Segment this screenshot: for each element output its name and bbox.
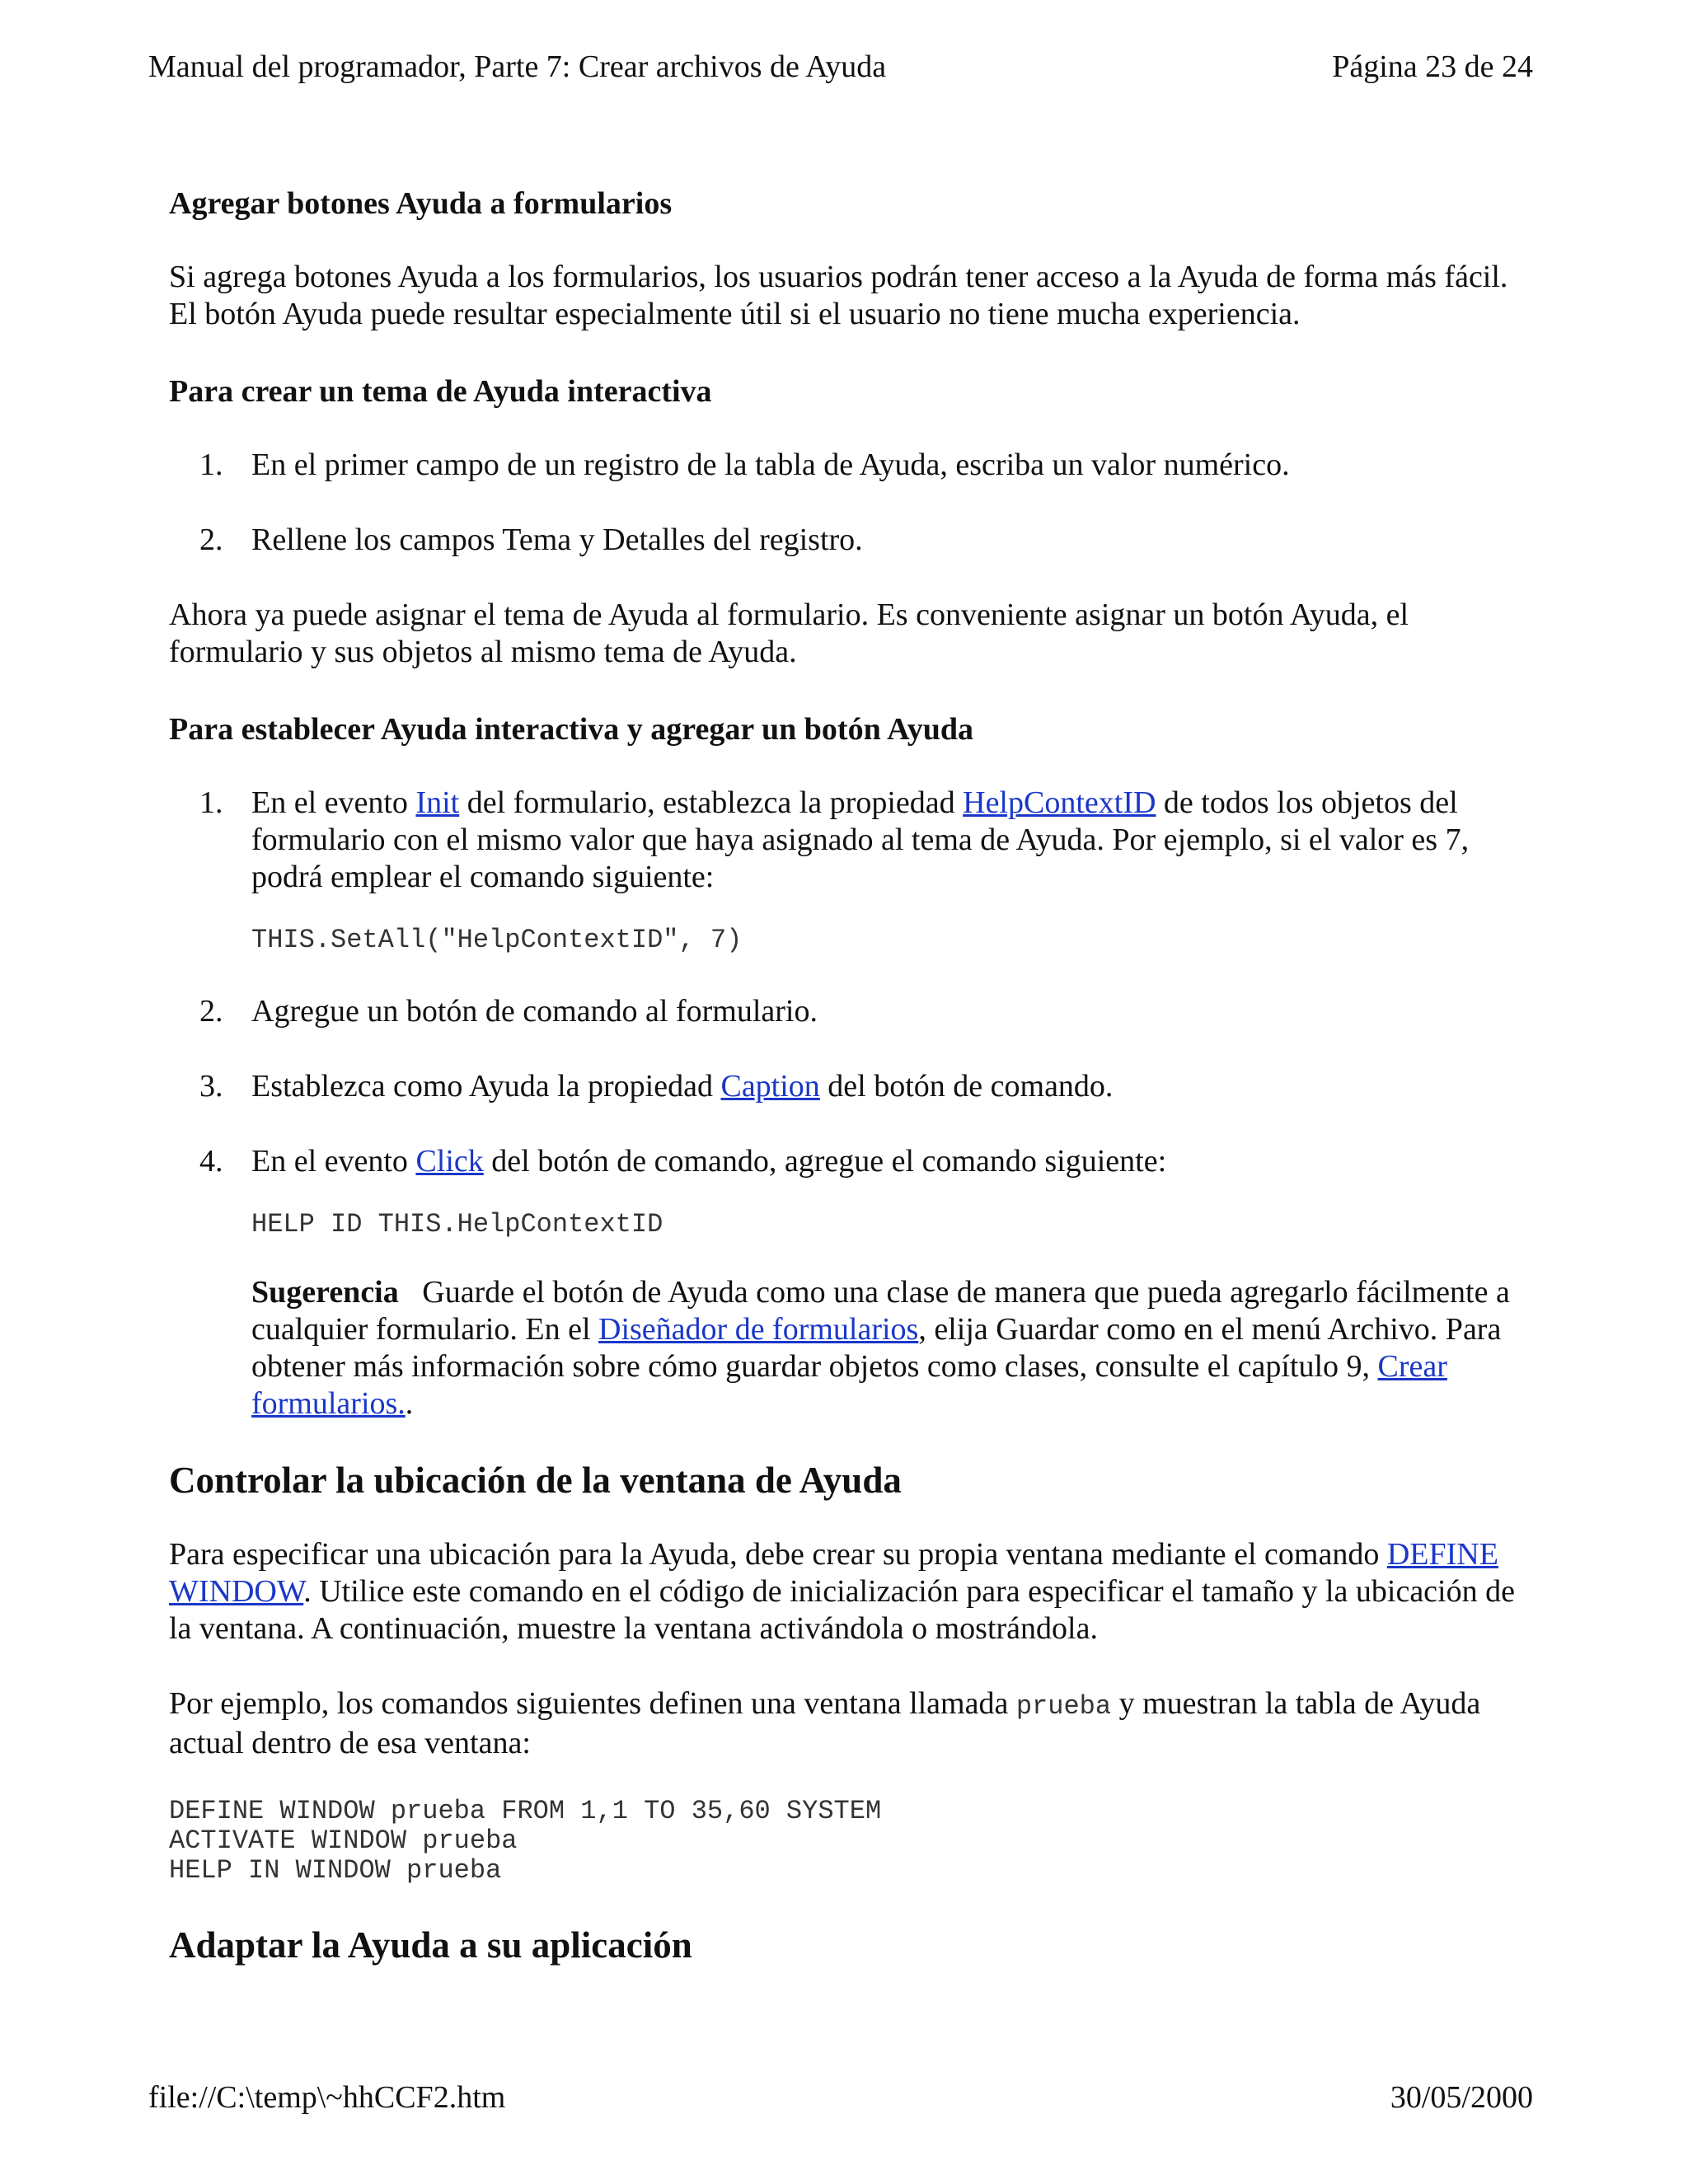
list-item: 1. En el primer campo de un registro de la tabla de Ayuda, escriba un valor numérico. — [199, 448, 1290, 482]
paragraph-asignar-tema: Ahora ya puede asignar el tema de Ayuda al formulario. Es conveniente asignar un botón Ayuda, el formulario y sus objetos al mismo tema de Ayuda. — [169, 598, 1409, 669]
section-heading-adaptar-ayuda: Adaptar la Ayuda a su aplicación — [169, 1924, 692, 1966]
section-heading-establecer-ayuda: Para establecer Ayuda interactiva y agregar un botón Ayuda — [169, 712, 974, 747]
footer-date: 30/05/2000 — [1390, 2080, 1533, 2115]
paragraph-intro: Si agrega botones Ayuda a los formularios, los usuarios podrán tener acceso a la Ayuda de forma más fácil. El botón Ayuda puede resultar especialmente útil si el usuario no tiene mucha experiencia. — [169, 260, 1508, 331]
inline-code-prueba: prueba — [1015, 1691, 1112, 1722]
code-block-define-window: DEFINE WINDOW prueba FROM 1,1 TO 35,60 SYSTEM ACTIVATE WINDOW prueba HELP IN WINDOW prueba — [169, 1796, 882, 1886]
code-block-help-id: HELP ID THIS.HelpContextID — [251, 1209, 663, 1240]
link-crear-formularios[interactable]: Crear formularios. — [251, 1349, 1447, 1421]
list-item: 2. Rellene los campos Tema y Detalles del registro. — [199, 523, 863, 557]
section-heading-crear-tema: Para crear un tema de Ayuda interactiva — [169, 374, 712, 409]
steps-list-crear-tema — [169, 447, 1531, 559]
list-item: 1. En el evento Init del formulario, establezca la propiedad HelpContextID de todos los objetos del formulario con el mismo valor que haya asignado al tema de Ayuda. Por ejemplo, si el valor es 7, podrá emplear el comando siguiente: THIS.SetAll("HelpContextID", 7) — [169, 785, 1531, 955]
section-heading-agregar-botones: Agregar botones Ayuda a formularios — [169, 186, 673, 221]
tip-label: Sugerencia — [251, 1275, 399, 1310]
steps-list-establecer-ayuda — [169, 785, 1531, 1422]
paragraph-ejemplo-prueba: Por ejemplo, los comandos siguientes definen una ventana llamada prueba y muestran la tabla de Ayuda actual dentro de esa ventana: — [169, 1686, 1481, 1760]
document-body — [169, 183, 1531, 1968]
footer-file-path: file://C:\temp\~hhCCF2.htm — [148, 2080, 506, 2115]
link-click[interactable]: Click — [415, 1144, 484, 1179]
section-heading-controlar-ubicacion: Controlar la ubicación de la ventana de Ayuda — [169, 1460, 902, 1501]
link-define-window[interactable]: DEFINE WINDOW — [169, 1537, 1498, 1609]
link-disenador-formularios[interactable]: Diseñador de formularios — [598, 1312, 919, 1347]
code-block-setall: THIS.SetAll("HelpContextID", 7) — [251, 925, 743, 955]
link-init[interactable]: Init — [415, 785, 460, 820]
list-item: 3. Establezca como Ayuda la propiedad Caption del botón de comando. — [199, 1069, 1114, 1104]
link-caption[interactable]: Caption — [720, 1069, 820, 1104]
tip-paragraph: Sugerencia Guarde el botón de Ayuda como una clase de manera que pueda agregarlo fácilmente a cualquier formulario. En el Diseñador de formularios, elija Guardar como en el menú Archivo. Para obtener más información sobre cómo guardar objetos como clases, consulte el capítulo 9, Crear formularios.. — [251, 1275, 1518, 1421]
page-footer — [148, 2077, 1533, 2118]
header-title: Manual del programador, Parte 7: Crear archivos de Ayuda — [148, 49, 887, 84]
header-page-number: Página 23 de 24 — [1332, 49, 1533, 84]
page-header — [148, 46, 1533, 87]
link-helpcontextid[interactable]: HelpContextID — [963, 785, 1156, 820]
list-item: 4. En el evento Click del botón de comando, agregue el comando siguiente: HELP ID THIS.HelpContextID Sugerencia Guarde el botón de Ayuda como una clase de manera que pueda agregarlo fácilmente a cualquier formulario. En el Diseñador de formularios, elija Guardar como en el menú Archivo. Para obtener más información sobre cómo guardar objetos como clases, consulte el capítulo 9, Crear formularios.. — [169, 1143, 1531, 1422]
paragraph-define-window: Para especificar una ubicación para la Ayuda, debe crear su propia ventana mediante el comando DEFINE WINDOW. Utilice este comando en el código de inicialización para especificar el tamaño y la ubicación de la ventana. A continuación, muestre la ventana activándola o mostrándola. — [169, 1537, 1515, 1646]
list-item: 2. Agregue un botón de comando al formulario. — [199, 994, 818, 1029]
